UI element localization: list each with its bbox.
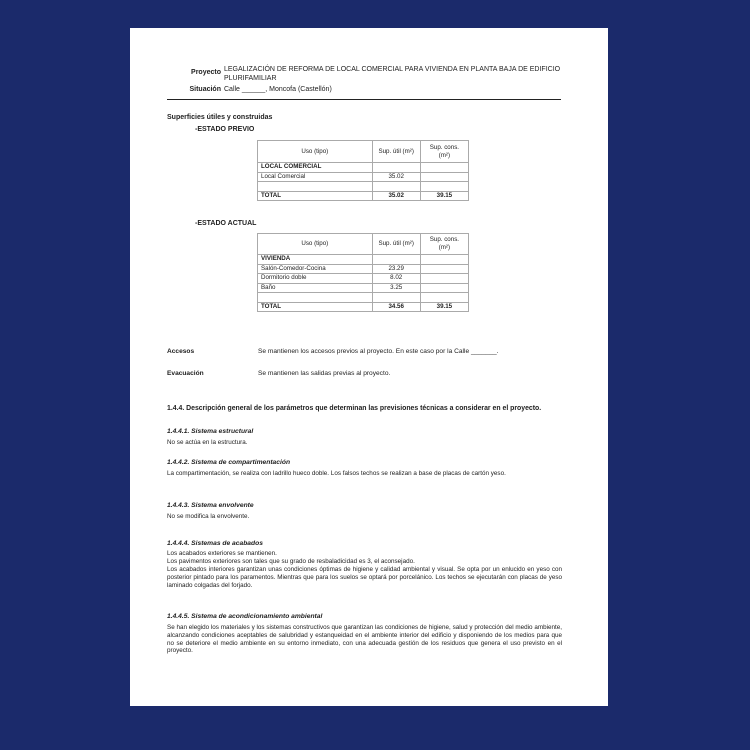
table-row (258, 274, 469, 284)
cell-util: 3.25 (372, 283, 420, 293)
cell-util: 8.02 (372, 274, 420, 284)
cell-cons (420, 264, 468, 274)
table-row (258, 264, 469, 274)
paragraph-acabados-1: Los acabados exteriores se mantienen. (167, 550, 277, 557)
cell-uso: Local Comercial (258, 172, 373, 182)
cell-uso: Baño (258, 283, 373, 293)
superficies-title: Superficies útiles y construidas (167, 114, 273, 121)
cell-util: 23.29 (372, 264, 420, 274)
subsection-title-compartimentacion: 1.4.4.2. Sistema de compartimentación (167, 459, 291, 466)
total-util: 34.56 (372, 302, 420, 312)
paragraph-compartimentacion: La compartimentación, se realiza con ladrillo hueco doble. Los falsos techos se realizan a base de placas de cartón yeso. (167, 470, 506, 477)
accesos-text: Se mantienen los accesos previos al proyecto. En este caso por la Calle _______. (258, 348, 499, 355)
col-header-cons: Sup. cons. (m²) (420, 141, 468, 163)
document-page (130, 28, 608, 706)
paragraph-acabados-3: Los acabados interiores garantizan unas condiciones óptimas de higiene y calidad ambiental y visual. Se opta por un enlucido en yeso con posterior pintado para los paramentos. Mientras que para los suelos se optará por porcelánico. Los techos se ejecutarán con placas de yeso laminado colgadas del forjado. (167, 566, 562, 589)
paragraph-acondicionamiento: Se han elegido los materiales y los sistemas constructivos que garantizan las condiciones de higiene, salud y protección del medio ambiente, alcanzando condiciones aceptables de salubridad y estanqueidad en el ambiente interior del edificio y disponiendo de los medios para que no se deteriore el medio ambiente en su entorno inmediato, con una adecuada gestión de los residuos que genera el uso previsto en el proyecto. (167, 624, 562, 655)
subsection-title-acabados: 1.4.4.4. Sistemas de acabados (167, 540, 263, 547)
accesos-label: Accesos (167, 348, 195, 355)
estado-previo-title: -ESTADO PREVIO (195, 126, 255, 133)
col-header-uso: Uso (tipo) (258, 141, 373, 163)
total-cons: 39.15 (420, 191, 468, 201)
total-util: 35.02 (372, 191, 420, 201)
group-row: VIVIENDA (258, 255, 373, 265)
section-title: 1.4.4. Descripción general de los parámetros que determinan las previsiones técnicas a considerar en el proyecto. (167, 405, 542, 412)
proyecto-label: Proyecto (191, 69, 221, 76)
header-divider (167, 99, 561, 100)
table-row (258, 283, 469, 293)
total-row (258, 302, 469, 312)
subsection-title-acondicionamiento: 1.4.4.5. Sistema de acondicionamiento ambiental (167, 613, 323, 620)
paragraph-estructural: No se actúa en la estructura. (167, 439, 248, 446)
table-row (258, 172, 469, 182)
total-row (258, 191, 469, 201)
paragraph-envolvente: No se modifica la envolvente. (167, 513, 250, 520)
total-label: TOTAL (258, 191, 373, 201)
evacuacion-text: Se mantienen las salidas previas al proyecto. (258, 370, 391, 377)
subsection-title-estructural: 1.4.4.1. Sistema estructural (167, 428, 254, 435)
estado-actual-title: -ESTADO ACTUAL (195, 220, 257, 227)
total-cons: 39.15 (420, 302, 468, 312)
table-estado-actual (257, 233, 469, 312)
paragraph-acabados-2: Los pavimentos exteriores son tales que su grado de resbaladicidad es 3, el aconsejado. (167, 558, 415, 565)
cell-cons (420, 283, 468, 293)
col-header-util: Sup. útil (m²) (372, 234, 420, 255)
situacion-value: Calle ______, Moncofa (Castellón) (224, 86, 332, 93)
cell-util: 35.02 (372, 172, 420, 182)
col-header-uso: Uso (tipo) (258, 234, 373, 255)
cell-cons (420, 172, 468, 182)
cell-uso: Salón-Comedor-Cocina (258, 264, 373, 274)
group-row: LOCAL COMERCIAL (258, 163, 373, 173)
cell-cons (420, 274, 468, 284)
table-estado-previo (257, 140, 469, 201)
proyecto-value: LEGALIZACIÓN DE REFORMA DE LOCAL COMERCIAL PARA VIVIENDA EN PLANTA BAJA DE EDIFICIO PLURIFAMILIAR (224, 66, 561, 82)
evacuacion-label: Evacuación (167, 370, 204, 377)
subsection-title-envolvente: 1.4.4.3. Sistema envolvente (167, 502, 254, 509)
project-header (182, 66, 562, 95)
total-label: TOTAL (258, 302, 373, 312)
col-header-util: Sup. útil (m²) (372, 141, 420, 163)
situacion-label: Situación (189, 86, 221, 93)
cell-uso: Dormitorio doble (258, 274, 373, 284)
col-header-cons: Sup. cons. (m²) (420, 234, 468, 255)
